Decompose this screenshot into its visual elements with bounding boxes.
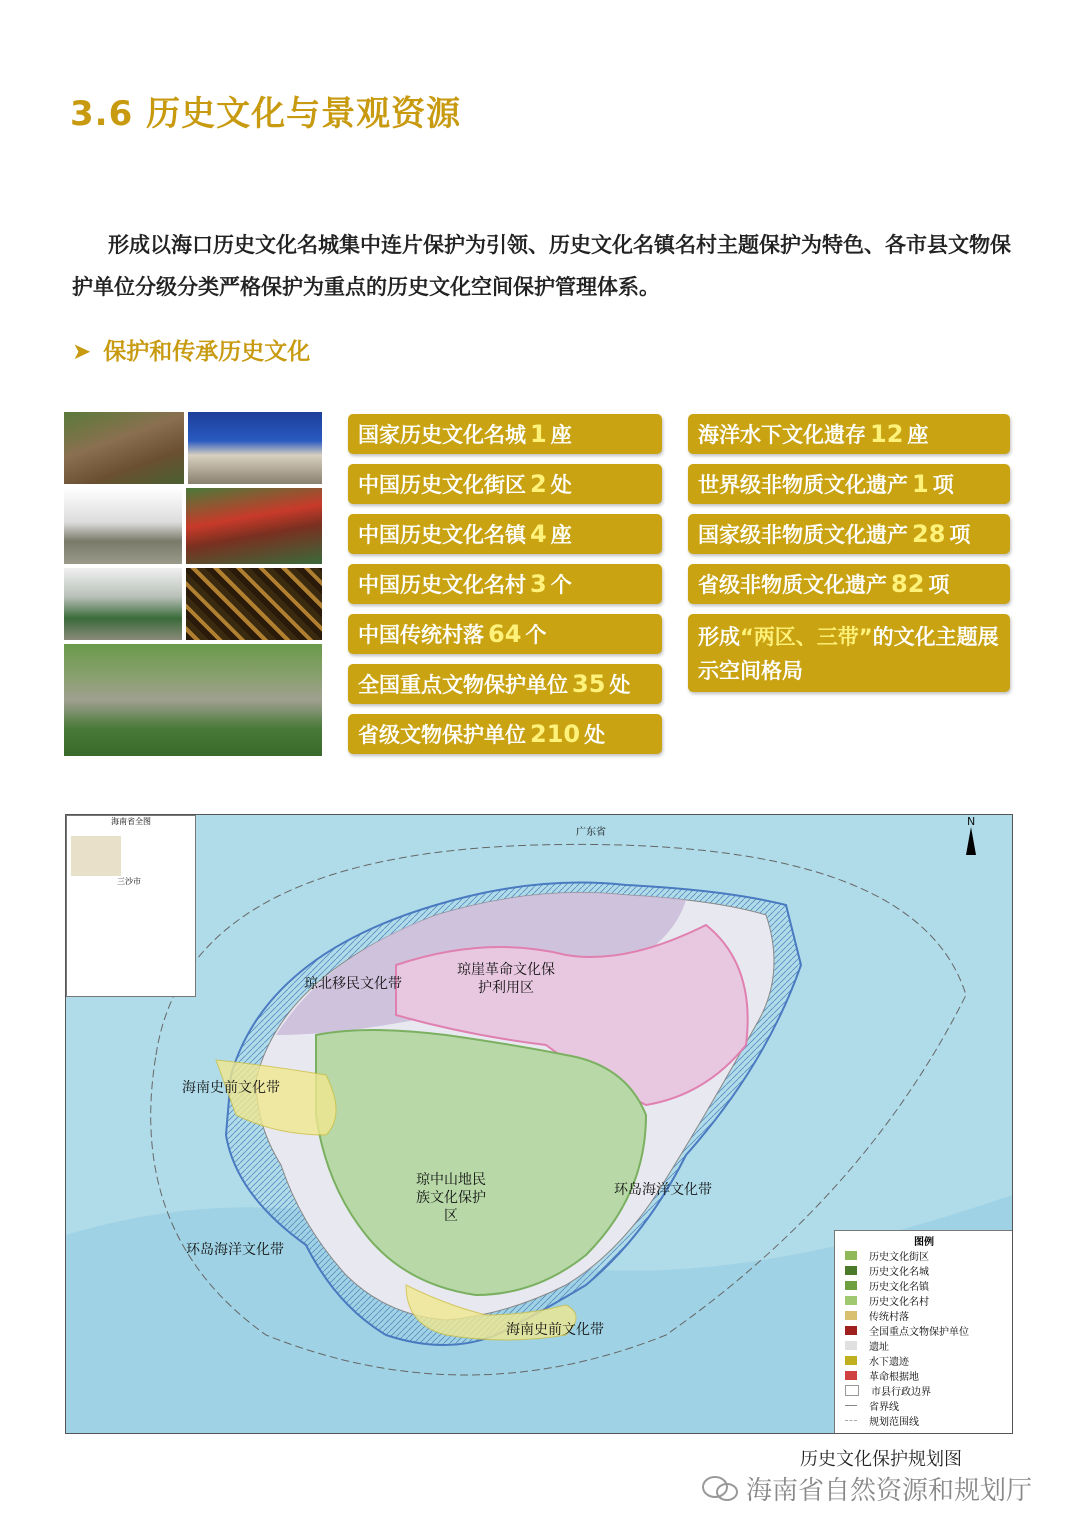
arrow-right-icon: ➤ <box>72 339 92 365</box>
legend-item: 革命根据地 <box>835 1368 1013 1383</box>
legend-item: 历史文化名城 <box>835 1263 1013 1278</box>
map-legend <box>834 1230 1013 1434</box>
legend-item: 市县行政边界 <box>835 1383 1013 1398</box>
inset-city: 三沙市 <box>117 877 141 886</box>
north-label: N <box>967 815 976 828</box>
stat-badge: 省级非物质文化遗产 82 项 <box>688 564 1010 604</box>
legend-item: 全国重点文物保护单位 <box>835 1323 1013 1338</box>
label-north-migrant-belt: 琼北移民文化带 <box>304 976 402 992</box>
wechat-icon <box>700 1475 740 1503</box>
legend-item: 传统村落 <box>835 1308 1013 1323</box>
label-ocean-belt-west: 环岛海洋文化带 <box>186 1242 284 1258</box>
stat-badge: 中国历史文化名镇 4 座 <box>348 514 662 554</box>
stat-badge: 世界级非物质文化遗产 1 项 <box>688 464 1010 504</box>
watermark <box>700 1470 1032 1507</box>
photo-arcade-street <box>188 412 322 484</box>
label-ocean-belt-east: 环岛海洋文化带 <box>614 1182 712 1198</box>
legend-item: 遗址 <box>835 1338 1013 1353</box>
inset-title: 海南省全图 <box>111 817 151 826</box>
stat-badge: 海洋水下文化遗存 12 座 <box>688 414 1010 454</box>
photo-village-aerial <box>64 644 322 756</box>
intro-paragraph: 形成以海口历史文化名城集中连片保护为引领、历史文化名镇名村主题保护为特色、各市县文物保护单位分级分类严格保护为重点的历史文化空间保护管理体系。 <box>72 233 1011 299</box>
pattern-badge: 形成“两区、三带”的文化主题展示空间格局 <box>688 614 1010 692</box>
legend-title: 图例 <box>914 1237 934 1248</box>
stat-badge: 国家历史文化名城 1 座 <box>348 414 662 454</box>
stat-badge: 中国历史文化名村 3 个 <box>348 564 662 604</box>
stat-badge: 省级文物保护单位 210 处 <box>348 714 662 754</box>
heritage-plan-map <box>65 814 1013 1434</box>
inset-map <box>66 815 196 997</box>
label-prehistoric-belt-south: 海南史前文化带 <box>506 1322 604 1338</box>
legend-item: 历史文化街区 <box>835 1248 1013 1263</box>
legend-item: 规划范围线 <box>835 1413 1013 1428</box>
legend-item: 历史文化名镇 <box>835 1278 1013 1293</box>
legend-item: 水下遗迹 <box>835 1353 1013 1368</box>
stat-badge: 中国传统村落 64 个 <box>348 614 662 654</box>
stat-badge: 中国历史文化街区 2 处 <box>348 464 662 504</box>
label-revolution-zone: 琼崖革命文化保护利用区 <box>457 962 555 996</box>
stat-badge: 国家级非物质文化遗产 28 项 <box>688 514 1010 554</box>
section-subheading <box>72 333 310 366</box>
page-title: 3.6 历史文化与景观资源 <box>70 94 462 134</box>
map-caption: 历史文化保护规划图 <box>800 1449 962 1470</box>
photo-collage <box>64 412 322 756</box>
photo-thatched-hut <box>64 412 184 484</box>
photo-red-house <box>186 488 322 564</box>
legend-item: 省界线 <box>835 1398 1013 1413</box>
label-central-zone: 琼中山地民族文化保护区 <box>416 1172 486 1224</box>
stat-badge: 全国重点文物保护单位 35 处 <box>348 664 662 704</box>
watermark-text: 海南省自然资源和规划厅 <box>746 1476 1033 1506</box>
label-prehistoric-belt-west: 海南史前文化带 <box>182 1080 280 1096</box>
subhead-text: 保护和传承历史文化 <box>103 339 311 365</box>
photo-old-building <box>64 568 182 640</box>
legend-item: 历史文化名村 <box>835 1293 1013 1308</box>
photo-carving <box>186 568 322 640</box>
photo-courtyard <box>64 488 182 564</box>
label-guangdong: 广东省 <box>576 827 606 838</box>
